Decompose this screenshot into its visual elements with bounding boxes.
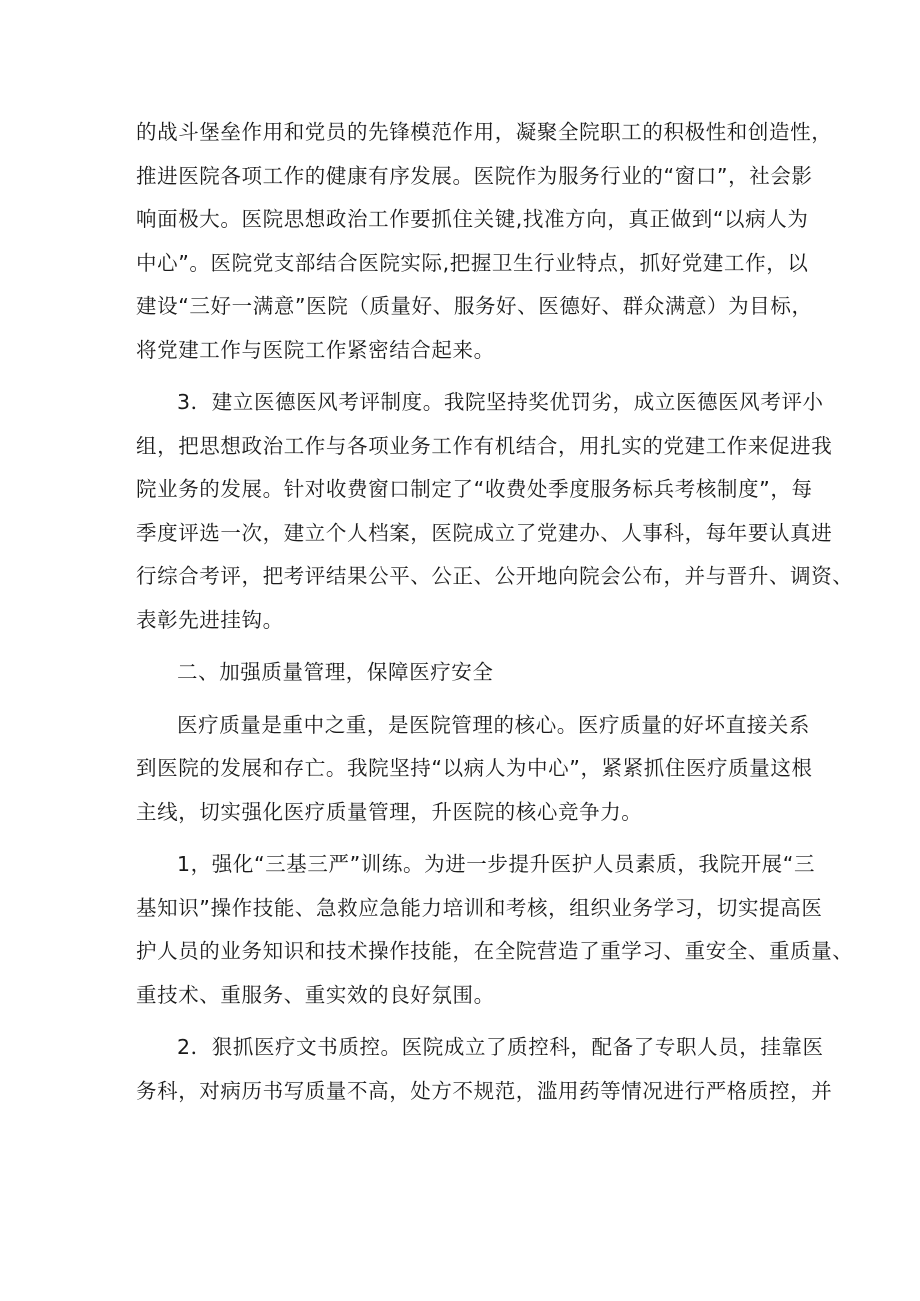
paragraph-three-basics <box>0 843 854 1017</box>
text-line: 将党建工作与医院工作紧密结合起来。 <box>136 337 495 362</box>
paragraph-gap <box>0 1017 920 1026</box>
text-line: 医疗质量是重中之重，是医院管理的核心。医疗质量的好坏直接关系 <box>177 712 810 737</box>
paragraph-ethics-evaluation <box>0 381 854 642</box>
text-line: 季度评选一次，建立个人档案，医院成立了党建办、人事科，每年要认真进 <box>136 520 833 545</box>
text-line: 组，把思想政治工作与各项业务工作有机结合，用扎实的党建工作来促进我 <box>136 433 833 458</box>
text-line: 护人员的业务知识和技术操作技能，在全院营造了重学习、重安全、重质量、 <box>136 939 854 963</box>
text-line: 重技术、重服务、重实效的良好氛围。 <box>136 982 495 1007</box>
paragraph-party-building <box>0 111 833 372</box>
text-line: 院业务的发展。针对收费窗口制定了“收费处季度服务标兵考核制度”，每 <box>136 477 813 501</box>
text-line: 1，强化“三基三严”训练。为进一步提升医护人员素质，我院开展“三 <box>177 852 816 876</box>
text-line: 的战斗堡垒作用和党员的先锋模范作用，凝聚全院职工的积极性和创造性， <box>136 120 833 144</box>
text-line: 响面极大。医院思想政治工作要抓住关键,找准方向，真正做到“以病人为 <box>136 207 809 231</box>
text-line: 推进医院各项工作的健康有序发展。医院作为服务行业的“窗口”，社会影 <box>136 163 813 188</box>
text-line: 行综合考评，把考评结果公平、公正、公开地向院会公布，并与晋升、调资、 <box>136 564 854 588</box>
paragraph-medical-quality <box>0 704 813 835</box>
text-line: 主线，切实强化医疗质量管理，升医院的核心竞争力。 <box>136 799 643 824</box>
text-line: 2．狠抓医疗文书质控。医院成立了质控科，配备了专职人员，挂靠医 <box>177 1035 824 1059</box>
text-line: 中心”。医院党支部结合医院实际,把握卫生行业特点，抓好党建工作，以 <box>136 250 809 275</box>
paragraph-gap <box>0 695 920 704</box>
text-line: 基知识”操作技能、急救应急能力培训和考核，组织业务学习，切实提高医 <box>136 895 823 920</box>
text-line: 表彰先进挂钩。 <box>136 607 284 632</box>
text-line: 建设“三好一满意”医院（质量好、服务好、医德好、群众满意）为目标， <box>136 294 813 318</box>
text-line: 3．建立医德医风考评制度。我院坚持奖优罚劣，成立医德医风考评小 <box>177 390 824 414</box>
paragraph-gap <box>0 834 920 843</box>
paragraph-gap <box>0 372 920 381</box>
text-line: 到医院的发展和存亡。我院坚持“以病人为中心”，紧紧抓住医疗质量这根 <box>136 756 813 780</box>
section-heading-quality-management <box>0 651 786 695</box>
text-line: 务科，对病历书写质量不高，处方不规范，滥用药等情况进行严格质控，并 <box>136 1078 833 1103</box>
paragraph-gap <box>0 642 920 651</box>
paragraph-medical-documents <box>0 1026 833 1113</box>
section-heading: 二、加强质量管理，保障医疗安全 <box>177 660 494 684</box>
